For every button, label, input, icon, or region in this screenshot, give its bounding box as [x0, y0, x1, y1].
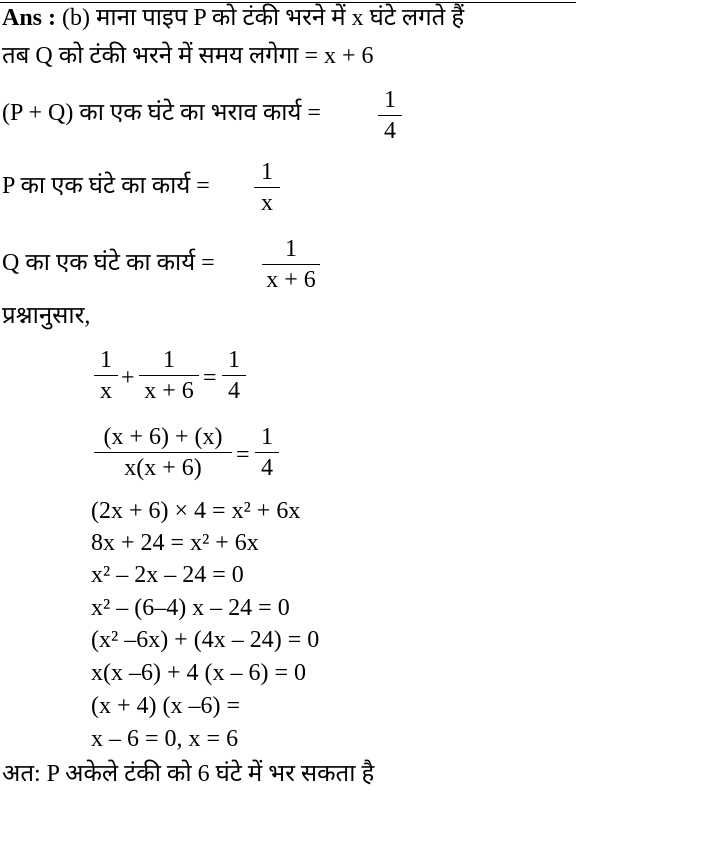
- conclusion-line: अत: P अकेले टंकी को 6 घंटे में भर सकता है: [2, 761, 375, 787]
- q-work-fraction: [262, 235, 320, 294]
- eq1-plus: +: [121, 365, 135, 391]
- top-rule: [0, 2, 576, 3]
- q-work-label: Q का एक घंटे का कार्य =: [2, 250, 215, 276]
- q-work-numerator: 1: [285, 236, 297, 262]
- p-work-numerator: 1: [261, 159, 273, 185]
- pq-work-numerator: 1: [384, 87, 396, 113]
- fraction-bar: [222, 375, 246, 376]
- fraction-bar: [255, 452, 279, 453]
- fraction-bar: [94, 452, 232, 453]
- pq-work-label: (P + Q) का एक घंटे का भराव कार्य =: [2, 100, 321, 126]
- eq2-f1-denominator: x(x + 6): [124, 455, 202, 481]
- eq1-f2-numerator: 1: [163, 347, 175, 373]
- eq1-f2-denominator: x + 6: [144, 378, 194, 404]
- step-6: x(x –6) + 4 (x – 6) = 0: [91, 660, 307, 686]
- answer-statement: (b) माना पाइप P को टंकी भरने में x घंटे लगते हैं: [56, 5, 465, 31]
- fraction-bar: [378, 115, 402, 116]
- step-3: x² – 2x – 24 = 0: [91, 562, 244, 588]
- step-8: x – 6 = 0, x = 6: [91, 726, 239, 752]
- step-1: (2x + 6) × 4 = x² + 6x: [91, 498, 301, 524]
- pq-work-denominator: 4: [384, 118, 396, 144]
- q-work-denominator: x + 6: [266, 267, 316, 293]
- pq-work-fraction: [378, 86, 402, 145]
- step-7: (x + 4) (x –6) =: [91, 693, 241, 719]
- eq2-equals: =: [236, 442, 250, 468]
- eq1-f1-denominator: x: [100, 378, 112, 404]
- q-time-line: तब Q को टंकी भरने में समय लगेगा = x + 6: [2, 43, 374, 69]
- according-to-question: प्रश्नानुसार,: [2, 303, 91, 329]
- p-work-denominator: x: [261, 190, 273, 216]
- eq2-fraction-2: [255, 423, 279, 482]
- eq1-fraction-1: [94, 346, 118, 405]
- eq2-f1-numerator: (x + 6) + (x): [103, 424, 223, 450]
- fraction-bar: [139, 375, 199, 376]
- fraction-bar: [94, 375, 118, 376]
- fraction-bar: [262, 264, 320, 265]
- fraction-bar: [254, 187, 280, 188]
- eq2-fraction-1: [94, 423, 232, 482]
- answer-label: Ans :: [2, 5, 57, 31]
- step-4: x² – (6–4) x – 24 = 0: [91, 595, 290, 621]
- eq2-f2-numerator: 1: [261, 424, 273, 450]
- eq1-f3-numerator: 1: [228, 347, 240, 373]
- eq2-f2-denominator: 4: [261, 455, 273, 481]
- eq1-fraction-3: [222, 346, 246, 405]
- eq1-f1-numerator: 1: [100, 347, 112, 373]
- p-work-label: P का एक घंटे का कार्य =: [2, 173, 210, 199]
- step-5: (x² –6x) + (4x – 24) = 0: [91, 627, 320, 653]
- step-2: 8x + 24 = x² + 6x: [91, 530, 259, 556]
- answer-line: [2, 4, 464, 32]
- eq1-equals: =: [203, 365, 217, 391]
- eq1-f3-denominator: 4: [228, 378, 240, 404]
- p-work-fraction: [254, 158, 280, 217]
- eq1-fraction-2: [139, 346, 199, 405]
